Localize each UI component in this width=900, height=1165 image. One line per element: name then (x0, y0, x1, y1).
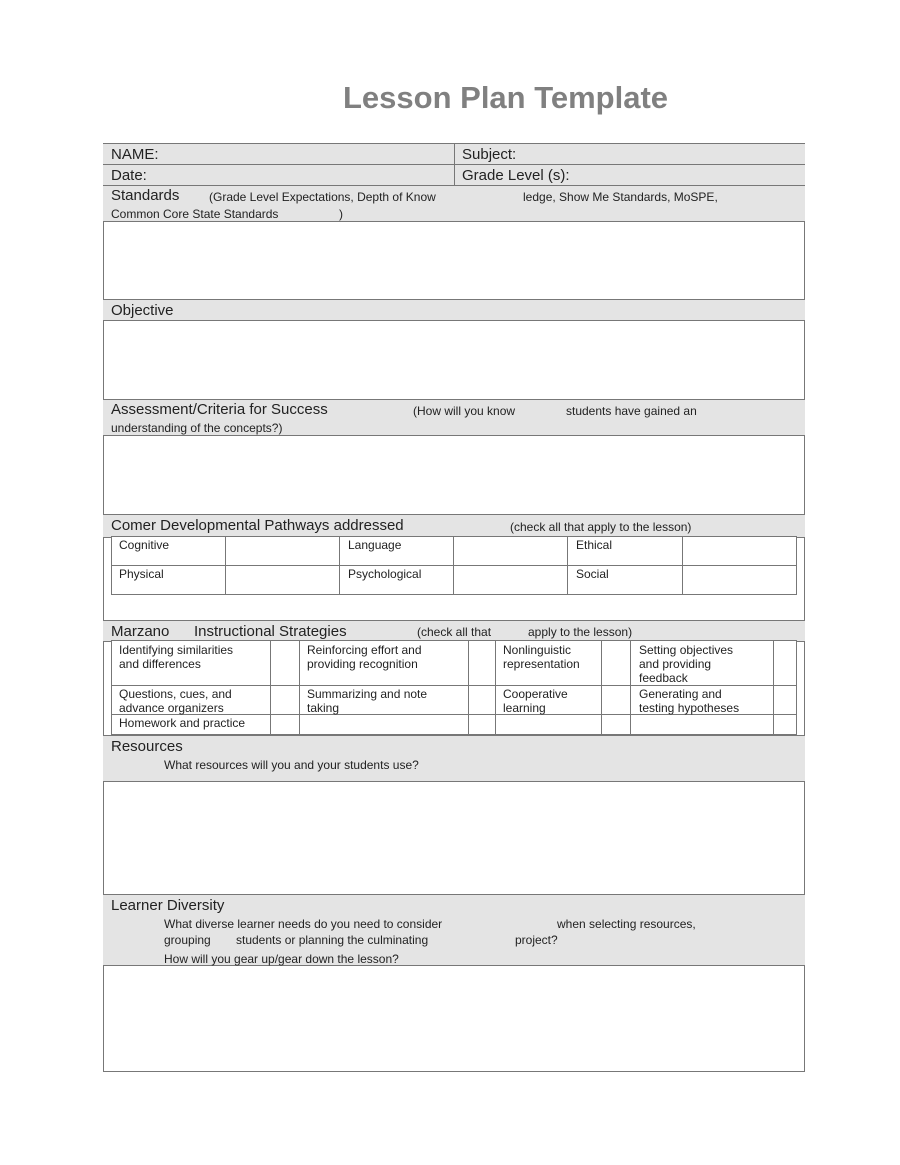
assessment-entry-area[interactable] (104, 436, 804, 514)
diversity-question: What diverse learner needs do you need to consider (164, 917, 443, 931)
diversity-question-line2-end: project? (515, 933, 558, 947)
objective-band (103, 299, 805, 321)
marzano-strategy-line: representation (503, 657, 580, 671)
objective-label: Objective (111, 302, 174, 319)
marzano-strategy-line: Reinforcing effort and (307, 643, 422, 657)
page-title: Lesson Plan Template (343, 80, 669, 115)
assessment-hint-continued: students have gained an (566, 404, 697, 418)
learner-diversity-entry-area[interactable] (104, 966, 804, 1071)
marzano-strategy-line: Generating and (639, 687, 722, 701)
marzano-checkbox-cell[interactable] (602, 686, 629, 713)
marzano-strategy-line: Nonlinguistic (503, 643, 572, 657)
marzano-strategy-line: and providing (639, 657, 712, 671)
comer-checkbox-cell[interactable] (226, 566, 338, 594)
marzano-checkbox-cell[interactable] (469, 686, 494, 713)
standards-entry-area[interactable] (104, 222, 804, 299)
marzano-strategy-line: feedback (639, 671, 688, 685)
comer-label: Comer Developmental Pathways addressed (111, 517, 404, 534)
comer-checkbox-cell[interactable] (454, 566, 566, 594)
assessment-label: Assessment/Criteria for Success (111, 401, 328, 418)
marzano-label-continued: Instructional Strategies (194, 623, 347, 640)
resources-label: Resources (111, 738, 183, 755)
standards-hint: (Grade Level Expectations, Depth of Know (209, 190, 436, 204)
standards-hint-continued: ledge, Show Me Standards, MoSPE, (523, 190, 718, 204)
name-label: NAME: (111, 146, 159, 163)
marzano-checkbox-cell[interactable] (602, 641, 629, 684)
comer-pathway-label: Ethical (576, 538, 613, 552)
comer-col-divider (567, 536, 568, 595)
grade-level-label: Grade Level (s): (462, 167, 570, 184)
subject-label: Subject: (462, 146, 517, 163)
learner-diversity-label: Learner Diversity (111, 897, 225, 914)
marzano-strategy-line: advance organizers (119, 701, 224, 715)
comer-pathway-label: Physical (119, 567, 164, 581)
marzano-strategy-line: Cooperative (503, 687, 568, 701)
marzano-col-divider (299, 640, 300, 735)
marzano-strategy-line: learning (503, 701, 546, 715)
comer-pathway-label: Cognitive (119, 538, 170, 552)
standards-hint-line2: Common Core State Standards (111, 207, 279, 221)
marzano-strategy-line: Questions, cues, and (119, 687, 232, 701)
comer-col-divider (339, 536, 340, 595)
comer-checkbox-cell[interactable] (454, 537, 566, 564)
marzano-strategy-line: and differences (119, 657, 201, 671)
marzano-checkbox-cell[interactable] (469, 641, 494, 684)
marzano-checkbox-cell[interactable] (271, 715, 298, 734)
assessment-hint: (How will you know (413, 404, 516, 418)
diversity-question-line2: grouping (164, 933, 211, 947)
marzano-hint: (check all that (417, 625, 492, 639)
diversity-question-line2-continued: students or planning the culminating (236, 933, 429, 947)
diversity-question-continued: when selecting resources, (557, 917, 696, 931)
marzano-col-divider (630, 640, 631, 735)
marzano-strategy-line: providing recognition (307, 657, 418, 671)
marzano-strategy-line: Setting objectives (639, 643, 734, 657)
standards-label: Standards (111, 187, 180, 204)
marzano-label: Marzano (111, 623, 170, 640)
marzano-checkbox-cell[interactable] (271, 641, 298, 684)
marzano-checkbox-cell[interactable] (774, 686, 796, 713)
header-column-divider (454, 143, 455, 186)
objective-entry-area[interactable] (104, 321, 804, 399)
comer-checkbox-cell[interactable] (683, 566, 796, 594)
marzano-strategy-line: Identifying similarities (119, 643, 234, 657)
comer-hint: (check all that apply to the lesson) (510, 520, 692, 534)
marzano-strategy-line: testing hypotheses (639, 701, 740, 715)
marzano-checkbox-cell[interactable] (271, 686, 298, 713)
marzano-strategy-line: Summarizing and note (307, 687, 428, 701)
marzano-strategy-line: Homework and practice (119, 716, 246, 730)
diversity-gear-question: How will you gear up/gear down the lesson? (164, 952, 399, 966)
assessment-hint-line2: understanding of the concepts?) (111, 421, 283, 435)
resources-entry-area[interactable] (104, 782, 804, 894)
marzano-strategy-line: taking (307, 701, 340, 715)
marzano-row-divider (111, 685, 797, 686)
comer-checkbox-cell[interactable] (226, 537, 338, 564)
marzano-checkbox-cell[interactable] (774, 641, 796, 684)
resources-question: What resources will you and your students use? (164, 758, 419, 772)
marzano-col-divider (495, 640, 496, 735)
date-label: Date: (111, 167, 147, 184)
comer-checkbox-cell[interactable] (683, 537, 796, 564)
comer-pathway-label: Social (576, 567, 609, 581)
standards-hint-close: ) (339, 207, 343, 221)
comer-pathway-label: Language (348, 538, 402, 552)
comer-pathway-label: Psychological (348, 567, 422, 581)
marzano-hint-continued: apply to the lesson) (528, 625, 633, 639)
